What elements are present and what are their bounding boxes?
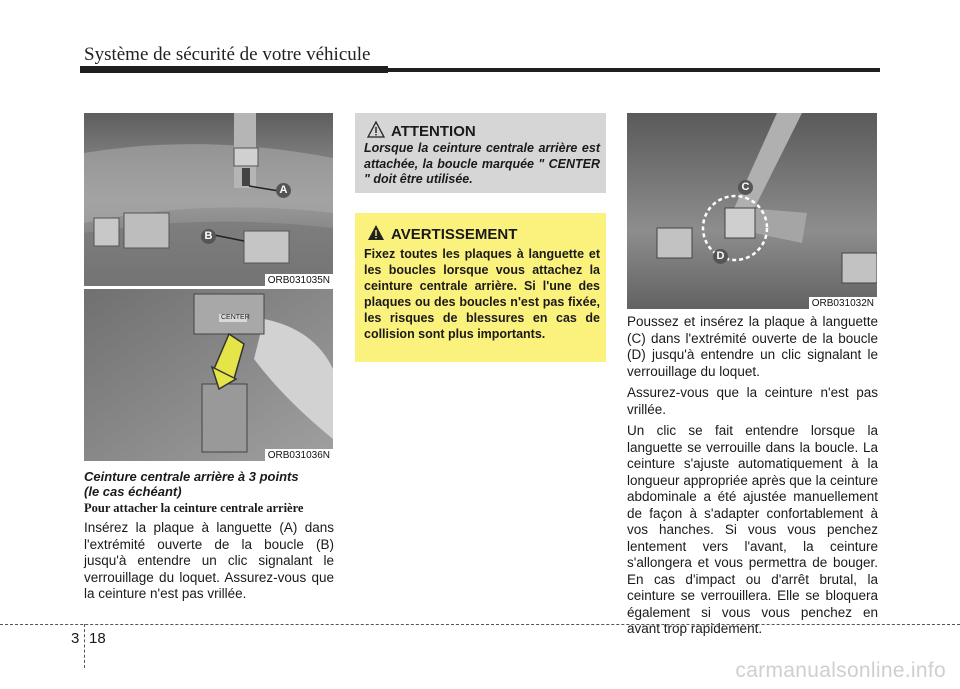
right-column-text (627, 314, 878, 643)
center-tag: CENTER (221, 314, 250, 321)
callout-a: A (276, 183, 291, 198)
page-header-title: Système de sécurité de votre véhicule (84, 44, 371, 65)
header-rule-accent (80, 66, 388, 73)
callout-b: B (201, 229, 216, 244)
seat-buckle-illustration (84, 113, 333, 286)
footer-divider (84, 624, 85, 668)
warning-filled-icon (367, 224, 385, 241)
photo-seat-buckle-a-b (84, 113, 333, 286)
attention-box (355, 113, 606, 193)
left-paragraph: Insérez la plaque à languette (A) dans l'extrémité ouverte de la boucle (B) jusqu'à entendre un clic signalant le verrouillage du loquet. Assurez-vous que la ceinture n'est pas vrillée. (84, 520, 334, 601)
warning-box (355, 213, 606, 362)
callout-d: D (713, 249, 728, 264)
callout-c: C (738, 180, 753, 195)
section-caption (84, 469, 334, 499)
warning-title: AVERTISSEMENT (391, 226, 518, 243)
photo-label: ORB031032N (809, 297, 877, 309)
attention-title: ATTENTION (391, 123, 476, 140)
page-number: 18 (89, 630, 106, 647)
right-paragraph-3: Un clic se fait entendre lorsque la languette se verrouille dans la boucle. La ceinture s'ajuste automatiquement à la longueur appropriée après que la ceinture abdominale a été ajustée manuellement de façon à s'adapter confortablement à vos hanches. Si vous vous penchez lentement vers l'avant, la ceinture s'allongera et vous permettra de bouger. En cas d'impact ou d'arrêt brutal, la ceinture se verrouillera. Elle se bloquera également si vous vous penchez en avant trop rapidement. (627, 423, 878, 636)
footer-rule (0, 624, 960, 625)
photo-seat-buckle-c-d (627, 113, 877, 309)
warning-triangle-icon (367, 121, 385, 138)
buckle-insert-illustration (627, 113, 877, 309)
attention-text: Lorsque la ceinture centrale arrière est attachée, la boucle marquée " CENTER " doit être utilisée. (364, 141, 600, 186)
watermark: carmanualsonline.info (735, 659, 946, 682)
warning-text: Fixez toutes les plaques à languette et les boucles lorsque vous attachez la ceinture centrale arrière. Si l'une des plaques ou des boucles n'est pas fixée, les risques de blessures en cas de collision sont plus importants. (364, 247, 600, 341)
right-paragraph-2: Assurez-vous que la ceinture n'est pas vrillée. (627, 385, 878, 417)
chapter-number: 3 (71, 630, 80, 647)
section-subheading: Pour attacher la ceinture centrale arrière (84, 501, 304, 515)
caption-line-2: (le cas échéant) (84, 484, 182, 499)
photo-center-buckle (84, 289, 333, 461)
center-buckle-illustration (84, 289, 333, 461)
photo-label: ORB031035N (265, 274, 333, 286)
right-paragraph-1: Poussez et insérez la plaque à languette (C) dans l'extrémité ouverte de la boucle (D) jusqu'à entendre un clic signalant le verrouillage du loquet. (627, 314, 878, 379)
caption-line-1: Ceinture centrale arrière à 3 points (84, 469, 299, 484)
photo-label: ORB031036N (265, 449, 333, 461)
